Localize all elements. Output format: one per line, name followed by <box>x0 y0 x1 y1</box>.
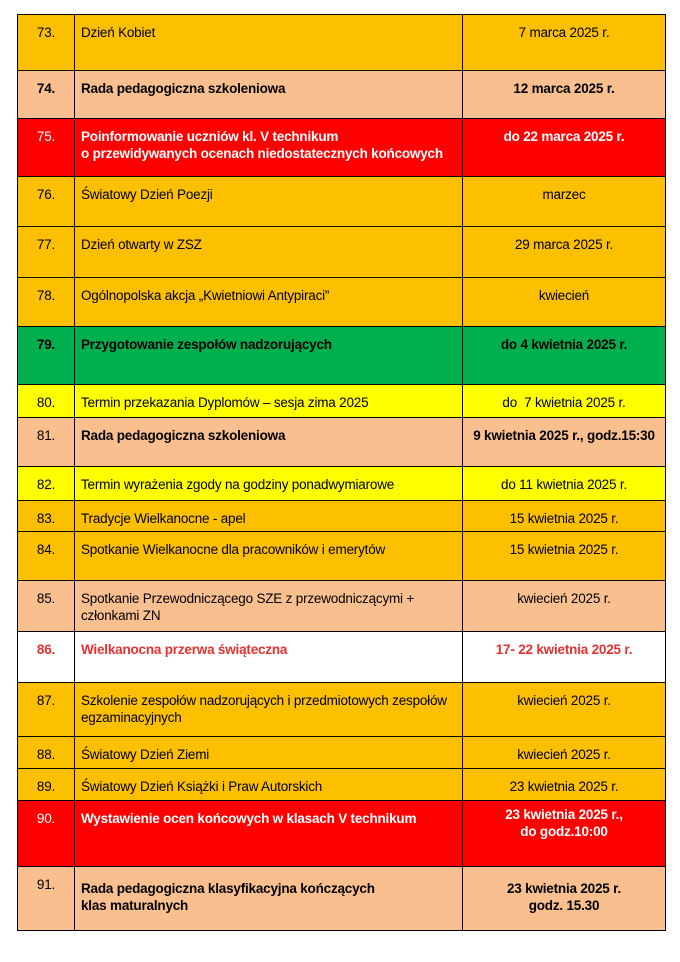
event-name: Rada pedagogiczna klasyfikacyjna kończących klas maturalnych <box>75 867 463 931</box>
table-row <box>18 581 666 632</box>
event-date: 23 kwietnia 2025 r. godz. 15.30 <box>463 867 666 931</box>
event-name: Rada pedagogiczna szkoleniowa <box>75 71 463 119</box>
table-row <box>18 227 666 278</box>
table-row <box>18 632 666 683</box>
event-date: 29 marca 2025 r. <box>463 227 666 278</box>
row-number: 74. <box>18 71 75 119</box>
event-name: Dzień otwarty w ZSZ <box>75 227 463 278</box>
table-row <box>18 278 666 327</box>
event-date: do 22 marca 2025 r. <box>463 119 666 177</box>
event-name: Ogólnopolska akcja „Kwietniowi Antypiraci” <box>75 278 463 327</box>
event-date: 15 kwietnia 2025 r. <box>463 501 666 532</box>
row-number: 78. <box>18 278 75 327</box>
event-name: Szkolenie zespołów nadzorujących i przedmiotowych zespołów egzaminacyjnych <box>75 683 463 737</box>
row-number: 82. <box>18 467 75 501</box>
event-date: kwiecień 2025 r. <box>463 683 666 737</box>
row-number: 83. <box>18 501 75 532</box>
row-number: 87. <box>18 683 75 737</box>
event-name: Wielkanocna przerwa świąteczna <box>75 632 463 683</box>
table-row <box>18 867 666 931</box>
table-row <box>18 119 666 177</box>
table-row <box>18 801 666 867</box>
table-row <box>18 15 666 71</box>
schedule-table <box>17 14 666 931</box>
event-name: Światowy Dzień Książki i Praw Autorskich <box>75 769 463 801</box>
event-date: kwiecień 2025 r. <box>463 581 666 632</box>
event-date: 7 marca 2025 r. <box>463 15 666 71</box>
row-number: 77. <box>18 227 75 278</box>
event-date: 15 kwietnia 2025 r. <box>463 532 666 581</box>
event-date: 12 marca 2025 r. <box>463 71 666 119</box>
event-name: Przygotowanie zespołów nadzorujących <box>75 327 463 385</box>
event-date: 23 kwietnia 2025 r., do godz.10:00 <box>463 801 666 867</box>
event-name: Światowy Dzień Ziemi <box>75 737 463 769</box>
event-date: 9 kwietnia 2025 r., godz.15:30 <box>463 418 666 467</box>
row-number: 84. <box>18 532 75 581</box>
event-name: Rada pedagogiczna szkoleniowa <box>75 418 463 467</box>
event-date: 17- 22 kwietnia 2025 r. <box>463 632 666 683</box>
table-row <box>18 385 666 418</box>
row-number: 75. <box>18 119 75 177</box>
event-name: Termin wyrażenia zgody na godziny ponadwymiarowe <box>75 467 463 501</box>
event-name: Spotkanie Przewodniczącego SZE z przewodniczącymi + członkami ZN <box>75 581 463 632</box>
event-date: do 7 kwietnia 2025 r. <box>463 385 666 418</box>
event-name: Wystawienie ocen końcowych w klasach V technikum <box>75 801 463 867</box>
table-row <box>18 71 666 119</box>
row-number: 90. <box>18 801 75 867</box>
row-number: 80. <box>18 385 75 418</box>
table-row <box>18 177 666 227</box>
event-name: Światowy Dzień Poezji <box>75 177 463 227</box>
event-date: kwiecień <box>463 278 666 327</box>
event-date: kwiecień 2025 r. <box>463 737 666 769</box>
table-row <box>18 418 666 467</box>
event-name: Termin przekazania Dyplomów – sesja zima 2025 <box>75 385 463 418</box>
row-number: 79. <box>18 327 75 385</box>
event-name: Dzień Kobiet <box>75 15 463 71</box>
event-date: do 4 kwietnia 2025 r. <box>463 327 666 385</box>
table-row <box>18 327 666 385</box>
table-row <box>18 769 666 801</box>
table-row <box>18 532 666 581</box>
table-row <box>18 737 666 769</box>
event-name: Poinformowanie uczniów kl. V technikum o przewidywanych ocenach niedostatecznych końcowych <box>75 119 463 177</box>
row-number: 81. <box>18 418 75 467</box>
row-number: 86. <box>18 632 75 683</box>
event-name: Tradycje Wielkanocne - apel <box>75 501 463 532</box>
row-number: 88. <box>18 737 75 769</box>
table-row <box>18 467 666 501</box>
row-number: 73. <box>18 15 75 71</box>
event-date: do 11 kwietnia 2025 r. <box>463 467 666 501</box>
event-date: marzec <box>463 177 666 227</box>
table-row <box>18 683 666 737</box>
row-number: 85. <box>18 581 75 632</box>
row-number: 76. <box>18 177 75 227</box>
row-number: 89. <box>18 769 75 801</box>
event-name: Spotkanie Wielkanocne dla pracowników i emerytów <box>75 532 463 581</box>
table-row <box>18 501 666 532</box>
row-number: 91. <box>18 867 75 931</box>
event-date: 23 kwietnia 2025 r. <box>463 769 666 801</box>
